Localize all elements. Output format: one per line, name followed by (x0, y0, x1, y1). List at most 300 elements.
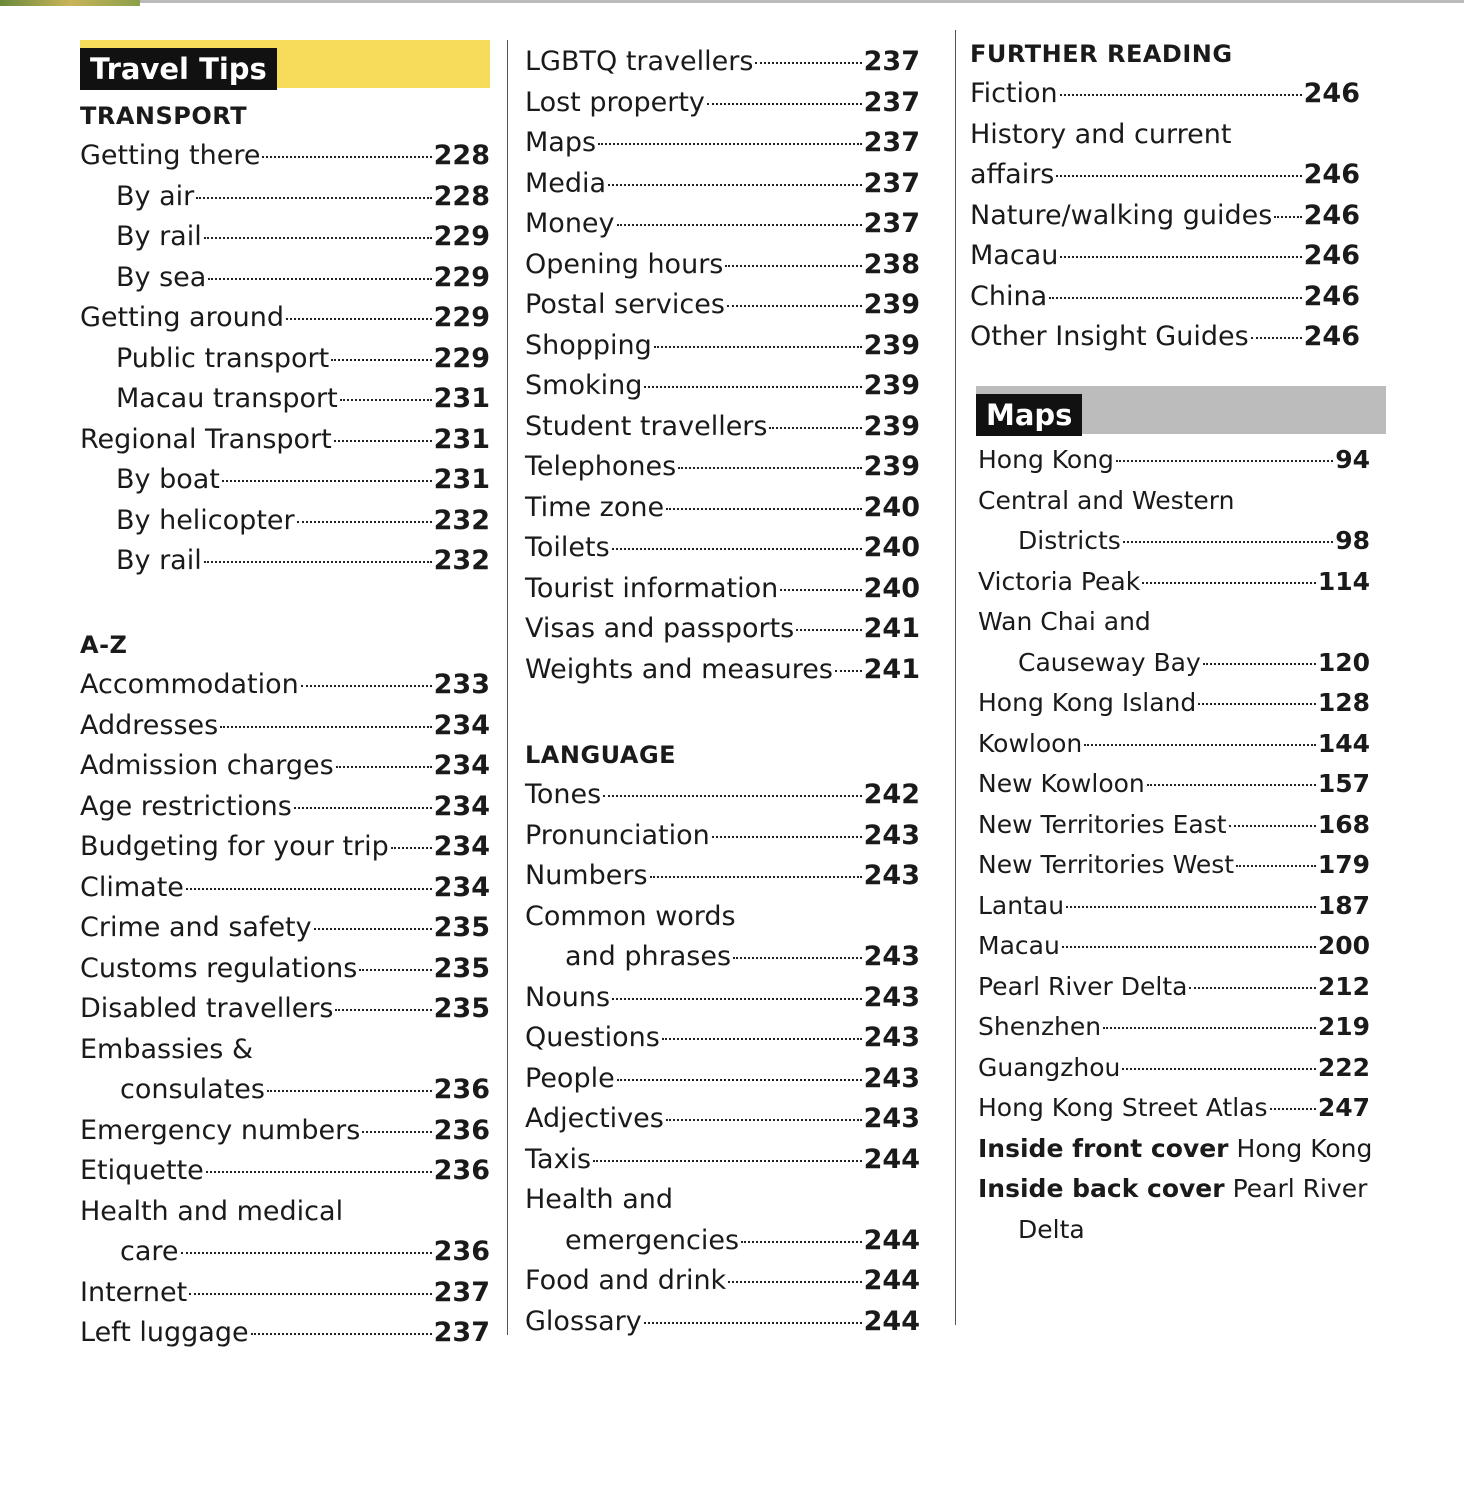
entry-label: History and current (970, 118, 1232, 150)
entry-page: 232 (433, 545, 490, 576)
index-entry (525, 816, 920, 857)
entry-page: 244 (863, 1305, 920, 1337)
index-entry (978, 440, 1370, 481)
dot-leader (712, 836, 862, 838)
index-entry (978, 886, 1370, 927)
further-reading-section (970, 34, 1360, 358)
dot-leader (196, 197, 431, 199)
entry-label: By rail (116, 545, 202, 576)
entry-label: Emergency numbers (80, 1114, 361, 1146)
further-reading-list (970, 74, 1360, 358)
index-entry (525, 1018, 920, 1059)
entry-label: Disabled travellers (80, 993, 334, 1024)
index-entry (80, 298, 490, 339)
entry-page: 246 (1303, 159, 1360, 190)
travel-tips-title: Travel Tips (80, 48, 277, 90)
index-entry (525, 123, 920, 164)
az-continued (525, 42, 920, 690)
entry-label: LGBTQ travellers (525, 46, 754, 77)
dot-leader (1270, 1108, 1316, 1110)
entry-page: 128 (1317, 688, 1370, 717)
index-entry (525, 488, 920, 529)
entry-label: Macau (978, 931, 1060, 960)
dot-leader (741, 1241, 862, 1243)
index-entry (525, 326, 920, 367)
entry-label: Getting there (80, 140, 261, 171)
index-entry (80, 706, 490, 747)
index-entry (80, 1192, 490, 1233)
index-entry (80, 949, 490, 990)
dot-leader (1060, 256, 1301, 258)
index-entry (978, 521, 1370, 562)
dot-leader (612, 998, 862, 1000)
entry-label: Health and medical (80, 1195, 344, 1227)
index-entry (525, 1140, 920, 1181)
entry-label: Lost property (525, 86, 705, 118)
index-entry (525, 1099, 920, 1140)
entry-page: 243 (863, 1062, 920, 1094)
dot-leader (340, 399, 432, 401)
dot-leader (1060, 94, 1302, 96)
index-entry (525, 204, 920, 245)
entry-page: 228 (433, 140, 490, 171)
az-heading: A-Z (80, 631, 128, 659)
entry-label: Causeway Bay (1018, 647, 1201, 677)
az-list-continued (525, 42, 920, 690)
entry-page: 120 (1317, 647, 1370, 677)
index-entry (525, 775, 920, 816)
dot-leader (206, 1171, 432, 1173)
maps-title: Maps (976, 394, 1082, 436)
entry-page: 243 (863, 1103, 920, 1134)
entry-page: 212 (1317, 971, 1370, 1001)
entry-label: Victoria Peak (978, 566, 1141, 596)
dot-leader (728, 1281, 861, 1283)
column-divider (955, 30, 956, 1325)
language-section (525, 735, 920, 1342)
entry-page: 243 (863, 819, 920, 851)
index-entry (80, 787, 490, 828)
entry-page: 237 (433, 1317, 490, 1348)
index-entry (978, 764, 1370, 805)
entry-label: Nouns (525, 981, 611, 1013)
entry-page: 237 (863, 167, 920, 199)
index-entry (970, 236, 1360, 277)
entry-label: Tones (525, 779, 602, 810)
entry-page: 239 (863, 289, 920, 320)
dot-leader (336, 766, 432, 768)
dot-leader (334, 440, 432, 442)
index-entry (978, 926, 1370, 967)
entry-page: 94 (1335, 445, 1370, 474)
entry-label: China (970, 280, 1048, 312)
entry-label: Adjectives (525, 1103, 664, 1134)
entry-page: 235 (433, 912, 490, 943)
dot-leader (1198, 703, 1316, 705)
dot-leader (598, 143, 862, 145)
entry-page: 232 (433, 504, 490, 536)
index-entry (978, 683, 1370, 724)
entry-page: 237 (863, 127, 920, 158)
index-entry (525, 978, 920, 1019)
dot-leader (301, 685, 432, 687)
entry-label: Time zone (525, 491, 665, 523)
entry-label: Postal services (525, 289, 725, 320)
entry-page: 229 (433, 261, 490, 293)
entry-label: Shopping (525, 329, 652, 361)
entry-label: Climate (80, 871, 184, 903)
index-entry (525, 447, 920, 488)
entry-page: 222 (1317, 1052, 1370, 1082)
index-entry (978, 967, 1370, 1008)
dot-leader (644, 386, 861, 388)
entry-page: 168 (1317, 809, 1370, 839)
entry-page: 246 (1303, 321, 1360, 352)
entry-page: 236 (433, 1155, 490, 1186)
index-entry (525, 245, 920, 286)
entry-label: Opening hours (525, 248, 724, 280)
entry-page: 240 (863, 532, 920, 563)
entry-page: 200 (1317, 931, 1370, 960)
dot-leader (189, 1293, 431, 1295)
index-entry (80, 136, 490, 177)
dot-leader (644, 1322, 862, 1324)
entry-page: 234 (433, 831, 490, 862)
entry-label: care (120, 1236, 179, 1267)
entry-label: Glossary (525, 1305, 642, 1337)
entry-page: 242 (863, 779, 920, 810)
entry-page: 229 (433, 302, 490, 333)
dot-leader (666, 1119, 862, 1121)
dot-leader (593, 1160, 862, 1162)
index-entry (80, 746, 490, 787)
entry-label: Left luggage (80, 1317, 249, 1348)
dot-leader (186, 888, 432, 890)
entry-label: Media (525, 167, 607, 199)
entry-page: 157 (1317, 769, 1370, 798)
index-entry (970, 196, 1360, 237)
entry-label: Taxis (525, 1143, 592, 1175)
entry-page: 237 (863, 208, 920, 239)
index-entry (525, 1261, 920, 1302)
entry-label: Hong Kong Island (978, 688, 1197, 717)
dot-leader (314, 928, 432, 930)
entry-page: 236 (433, 1074, 490, 1105)
dot-leader (733, 957, 862, 959)
dot-leader (1066, 906, 1316, 908)
entry-label: Macau transport (116, 383, 338, 414)
dot-leader (220, 726, 431, 728)
dot-leader (1116, 460, 1333, 462)
entry-page: 231 (433, 464, 490, 495)
az-list (80, 665, 490, 1354)
dot-leader (725, 265, 861, 267)
entry-page: 244 (863, 1143, 920, 1175)
dot-leader (208, 278, 431, 280)
dot-leader (666, 508, 862, 510)
index-entry (80, 501, 490, 542)
index-entry (80, 1151, 490, 1192)
index-entry (80, 1070, 490, 1111)
entry-label: Hong Kong (978, 445, 1114, 474)
entry-label: Addresses (80, 709, 219, 741)
entry-page: 233 (433, 669, 490, 700)
index-entry (80, 177, 490, 218)
index-entry (525, 366, 920, 407)
entry-label: Nature/walking guides (970, 199, 1273, 231)
column-2 (525, 0, 920, 1503)
inside-back-label: Inside back cover (978, 1174, 1225, 1203)
dot-leader (650, 876, 862, 878)
entry-page: 234 (433, 709, 490, 741)
entry-page: 229 (433, 342, 490, 374)
entry-page: 247 (1317, 1093, 1370, 1122)
entry-label: Tourist information (525, 572, 779, 604)
entry-page: 236 (433, 1236, 490, 1267)
entry-label: Telephones (525, 451, 677, 482)
entry-label: Health and (525, 1184, 674, 1215)
inside-front-label: Inside front cover (978, 1133, 1229, 1163)
dot-leader (204, 237, 432, 239)
dot-leader (1122, 1068, 1315, 1070)
index-entry (978, 1048, 1370, 1089)
entry-page: 114 (1317, 566, 1370, 596)
entry-label: Smoking (525, 370, 643, 401)
dot-leader (251, 1333, 432, 1335)
transport-list (80, 136, 490, 582)
dot-leader (391, 847, 432, 849)
entry-label: and phrases (565, 941, 732, 972)
entry-label: Customs regulations (80, 952, 358, 984)
entry-label: Weights and measures (525, 653, 833, 685)
entry-label: Getting around (80, 302, 284, 333)
dot-leader (1274, 216, 1301, 218)
index-entry (80, 1313, 490, 1354)
dot-leader (1062, 946, 1316, 948)
index-entry (80, 989, 490, 1030)
entry-page: 240 (863, 572, 920, 604)
entry-page: 234 (433, 790, 490, 822)
index-entry (80, 868, 490, 909)
dot-leader (603, 795, 861, 797)
inside-front-value: Hong Kong (1236, 1133, 1373, 1163)
entry-label: Districts (1018, 526, 1121, 555)
dot-leader (331, 359, 431, 361)
entry-page: 246 (1303, 280, 1360, 312)
transport-heading: TRANSPORT (80, 102, 248, 130)
entry-page: 231 (433, 423, 490, 455)
entry-page: 234 (433, 871, 490, 903)
index-entry (970, 155, 1360, 196)
maps-list (978, 440, 1370, 1129)
entry-label: Macau (970, 240, 1059, 271)
index-entry (525, 937, 920, 978)
entry-page: 231 (433, 383, 490, 414)
entry-label: Internet (80, 1276, 188, 1308)
dot-leader (617, 1079, 862, 1081)
entry-label: By boat (116, 464, 220, 495)
entry-label: Pronunciation (525, 819, 710, 851)
index-entry (525, 856, 920, 897)
dot-leader (1236, 865, 1316, 867)
entry-page: 238 (863, 248, 920, 280)
dot-leader (608, 184, 862, 186)
entry-label: Other Insight Guides (970, 321, 1249, 352)
index-entry (978, 602, 1370, 643)
entry-label: People (525, 1062, 615, 1094)
entry-label: Admission charges (80, 750, 334, 781)
entry-label: Money (525, 208, 615, 239)
entry-label: Age restrictions (80, 790, 292, 822)
entry-label: Maps (525, 127, 597, 158)
entry-label: New Territories East (978, 809, 1227, 839)
entry-page: 246 (1303, 78, 1360, 109)
dot-leader (267, 1090, 432, 1092)
entry-label: Common words (525, 900, 736, 932)
index-entry (80, 379, 490, 420)
entry-label: New Kowloon (978, 769, 1145, 798)
dot-leader (654, 346, 862, 348)
index-entry (80, 1273, 490, 1314)
entry-label: Hong Kong Street Atlas (978, 1093, 1268, 1122)
entry-page: 244 (863, 1224, 920, 1256)
entry-page: 246 (1303, 199, 1360, 231)
dot-leader (262, 156, 431, 158)
column-1 (80, 0, 490, 1503)
inside-back-value: Pearl River (1232, 1174, 1368, 1203)
dot-leader (1203, 663, 1316, 665)
entry-label: Embassies & (80, 1033, 253, 1065)
entry-page: 228 (433, 180, 490, 212)
dot-leader (1251, 337, 1302, 339)
entry-page: 237 (863, 46, 920, 77)
column-3 (970, 0, 1373, 1503)
dot-leader (294, 807, 432, 809)
dot-leader (662, 1038, 862, 1040)
column-divider (507, 40, 508, 1335)
entry-page: 243 (863, 1022, 920, 1053)
dot-leader (678, 467, 861, 469)
entry-label: Accommodation (80, 669, 299, 700)
dot-leader (1056, 175, 1301, 177)
inside-back-cont-text: Delta (1018, 1214, 1085, 1244)
entry-label: Visas and passports (525, 613, 795, 644)
index-entry (525, 609, 920, 650)
dot-leader (204, 561, 432, 563)
entry-label: Etiquette (80, 1155, 204, 1186)
index-entry (978, 724, 1370, 765)
index-entry (970, 317, 1360, 358)
index-entry (525, 407, 920, 448)
index-entry (80, 1111, 490, 1152)
index-entry (80, 541, 490, 582)
entry-page: 243 (863, 860, 920, 891)
entry-page: 229 (433, 221, 490, 252)
maps-section (978, 440, 1373, 1250)
index-entry (80, 258, 490, 299)
index-entry (80, 1232, 490, 1273)
entry-page: 239 (863, 410, 920, 442)
dot-leader (1103, 1027, 1316, 1029)
index-entry (80, 665, 490, 706)
inside-front-cover (978, 1129, 1373, 1170)
dot-leader (181, 1252, 432, 1254)
dot-leader (1123, 541, 1333, 543)
dot-leader (780, 589, 861, 591)
entry-label: Regional Transport (80, 423, 332, 455)
entry-page: 235 (433, 952, 490, 984)
entry-page: 239 (863, 370, 920, 401)
dot-leader (335, 1009, 431, 1011)
entry-page: 239 (863, 329, 920, 361)
index-entry (80, 827, 490, 868)
maps-banner (976, 386, 1386, 434)
index-entry (978, 1007, 1370, 1048)
dot-leader (362, 1131, 431, 1133)
entry-label: Fiction (970, 78, 1058, 109)
index-entry (525, 1302, 920, 1343)
entry-label: Toilets (525, 532, 610, 563)
dot-leader (617, 224, 862, 226)
dot-leader (707, 103, 862, 105)
entry-label: Numbers (525, 860, 648, 891)
dot-leader (835, 670, 862, 672)
index-entry (978, 481, 1370, 522)
entry-label: Budgeting for your trip (80, 831, 389, 862)
entry-page: 241 (863, 653, 920, 685)
entry-label: Central and Western (978, 485, 1235, 515)
entry-label: Crime and safety (80, 912, 312, 943)
entry-page: 219 (1317, 1012, 1370, 1041)
index-entry (978, 1088, 1370, 1129)
index-entry (525, 42, 920, 83)
dot-leader (769, 427, 861, 429)
dot-leader (1142, 582, 1316, 584)
entry-page: 240 (863, 491, 920, 523)
entry-label: Questions (525, 1022, 660, 1053)
entry-page: 246 (1303, 240, 1360, 271)
language-list (525, 775, 920, 1342)
index-entry (525, 650, 920, 691)
entry-page: 144 (1317, 728, 1370, 758)
entry-page: 237 (863, 86, 920, 118)
entry-label: consulates (120, 1074, 265, 1105)
dot-leader (286, 318, 432, 320)
entry-label: Student travellers (525, 410, 768, 442)
index-entry (525, 1221, 920, 1262)
index-entry (80, 420, 490, 461)
index-entry (80, 339, 490, 380)
index-entry (525, 83, 920, 124)
index-entry (525, 897, 920, 938)
dot-leader (1189, 987, 1315, 989)
entry-label: By helicopter (116, 504, 295, 536)
entry-page: 179 (1317, 850, 1370, 879)
index-entry (80, 217, 490, 258)
entry-label: Food and drink (525, 1265, 727, 1296)
entry-page: 236 (433, 1114, 490, 1146)
index-entry (525, 164, 920, 205)
entry-label: New Territories West (978, 850, 1235, 879)
entry-page: 241 (863, 613, 920, 644)
entry-page: 244 (863, 1265, 920, 1296)
entry-label: Guangzhou (978, 1052, 1121, 1082)
index-entry (80, 460, 490, 501)
entry-page: 234 (433, 750, 490, 781)
entry-label: By sea (116, 261, 207, 293)
entry-page: 235 (433, 993, 490, 1024)
index-entry (970, 277, 1360, 318)
